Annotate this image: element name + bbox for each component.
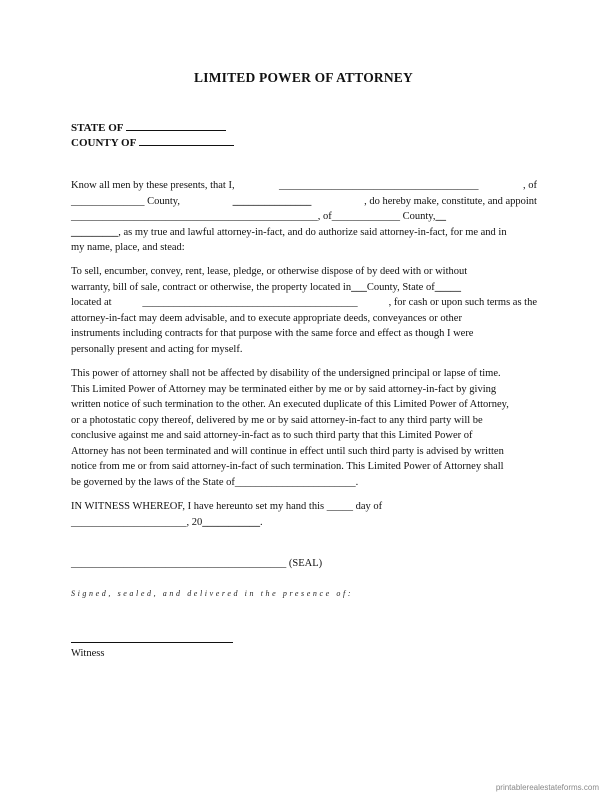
property-state-blank[interactable]: _____ bbox=[434, 281, 461, 293]
seal-label: (SEAL) bbox=[286, 558, 323, 569]
termination-text: This Limited Power of Attorney may be terminated either by me or by said attorney-in-fact by giving bbox=[71, 383, 497, 395]
attorney-state-blank[interactable]: __ bbox=[435, 211, 446, 222]
witness-clause-line-2 bbox=[71, 515, 537, 531]
property-address-blank[interactable]: _________________________________________ bbox=[142, 297, 358, 308]
state-label: STATE OF bbox=[71, 122, 124, 134]
attorney-name-blank[interactable]: _______________________________________________ bbox=[71, 211, 318, 222]
termination-line-5 bbox=[71, 428, 537, 444]
presence-statement: Signed, sealed, and delivered in the presence of: bbox=[71, 589, 354, 598]
governing-state-blank[interactable]: _______________________ bbox=[234, 476, 356, 488]
intro-line-3 bbox=[71, 209, 537, 225]
principal-state-blank[interactable]: _______________ bbox=[232, 195, 312, 207]
powers-text: , for cash or upon such terms as the bbox=[388, 297, 537, 308]
powers-text: attorney-in-fact may deem advisable, and to execute appropriate deeds, conveyances or other bbox=[71, 312, 462, 324]
termination-line-2 bbox=[71, 382, 537, 398]
powers-line-3 bbox=[71, 295, 537, 311]
intro-text: Know all men by these presents, that I, bbox=[71, 180, 235, 191]
principal-name-blank[interactable]: ______________________________________ bbox=[279, 180, 479, 191]
powers-text: personally present and acting for myself. bbox=[71, 343, 243, 355]
state-row bbox=[71, 120, 226, 134]
termination-text: notice from me or from said attorney-in-fact of such termination. This Limited Power of Attorney shall bbox=[71, 461, 504, 472]
witness-clause bbox=[71, 499, 537, 530]
attorney-state-blank-cont[interactable]: _________ bbox=[71, 226, 119, 238]
intro-text: , as my true and lawful attorney-in-fact, and do authorize said attorney-in-fact, for me and in bbox=[118, 226, 507, 238]
termination-line-4 bbox=[71, 413, 537, 429]
intro-text: my name, place, and stead: bbox=[71, 242, 185, 253]
powers-text: warranty, bill of sale, contract or otherwise, the property located in bbox=[71, 281, 352, 293]
county-blank[interactable] bbox=[139, 135, 234, 146]
powers-line-5 bbox=[71, 326, 537, 342]
attorney-county-blank[interactable]: _____________ County, bbox=[331, 211, 436, 222]
powers-line-4 bbox=[71, 311, 537, 327]
powers-text: instruments including contracts for that purpose with the same force and effect as though I were bbox=[71, 328, 474, 339]
powers-text: located at bbox=[71, 297, 112, 308]
witness-label: Witness bbox=[71, 648, 105, 659]
termination-line-6 bbox=[71, 444, 537, 460]
witness-clause-text: IN WITNESS WHEREOF, I have hereunto set my hand this _____ day of bbox=[71, 501, 383, 512]
footer-watermark: printablerealestateforms.com bbox=[495, 783, 599, 792]
intro-line-4 bbox=[71, 225, 537, 241]
termination-text: conclusive against me and said attorney-in-fact as to such third party that this Limited Power of bbox=[71, 430, 473, 441]
intro-text: , of bbox=[317, 211, 332, 222]
intro-text: , of bbox=[523, 180, 537, 191]
intro-paragraph bbox=[71, 178, 537, 256]
termination-line-7 bbox=[71, 459, 537, 475]
county-row bbox=[71, 135, 234, 149]
powers-line-1 bbox=[71, 264, 537, 280]
witness-clause-line-1 bbox=[71, 499, 537, 515]
powers-line-2 bbox=[71, 280, 537, 296]
termination-text: This power of attorney shall not be affected by disability of the undersigned principal or lapse of time. bbox=[71, 368, 501, 379]
signature-row bbox=[71, 558, 322, 569]
date-blank[interactable]: ______________________, 20 bbox=[71, 516, 203, 528]
termination-line-1 bbox=[71, 366, 537, 382]
powers-paragraph bbox=[71, 264, 537, 357]
state-blank[interactable] bbox=[126, 120, 226, 131]
powers-line-6 bbox=[71, 342, 537, 358]
termination-text: . bbox=[355, 476, 359, 488]
witness-clause-text: . bbox=[260, 516, 263, 528]
intro-text: , do hereby make, constitute, and appoint bbox=[364, 195, 537, 207]
principal-county-blank[interactable]: ______________ County, bbox=[71, 195, 180, 207]
powers-text: To sell, encumber, convey, rent, lease, pledge, or otherwise dispose of by deed with or without bbox=[71, 266, 468, 277]
termination-line-8 bbox=[71, 475, 537, 491]
termination-line-3 bbox=[71, 397, 537, 413]
document-title: LIMITED POWER OF ATTORNEY bbox=[194, 70, 413, 85]
powers-text: County, State of bbox=[366, 281, 435, 293]
signature-line[interactable]: _________________________________________ bbox=[71, 558, 287, 569]
termination-text: Attorney has not been terminated and will continue in effect until such third party is advised by written bbox=[71, 445, 504, 457]
termination-text: or a photostatic copy thereof, delivered by me or by said attorney-in-fact to any third party will be bbox=[71, 414, 483, 426]
property-county-blank[interactable]: ___ bbox=[351, 281, 367, 293]
intro-line-5 bbox=[71, 240, 537, 256]
termination-paragraph bbox=[71, 366, 537, 490]
witness-signature-line[interactable] bbox=[71, 642, 233, 643]
county-label: COUNTY OF bbox=[71, 137, 136, 149]
year-blank[interactable]: ___________ bbox=[202, 516, 260, 528]
termination-text: written notice of such termination to the other. An executed duplicate of this Limited Power of Attorney, bbox=[71, 399, 509, 410]
termination-text: be governed by the laws of the State of bbox=[71, 476, 235, 488]
intro-line-1 bbox=[71, 178, 537, 194]
intro-line-2 bbox=[71, 194, 537, 210]
